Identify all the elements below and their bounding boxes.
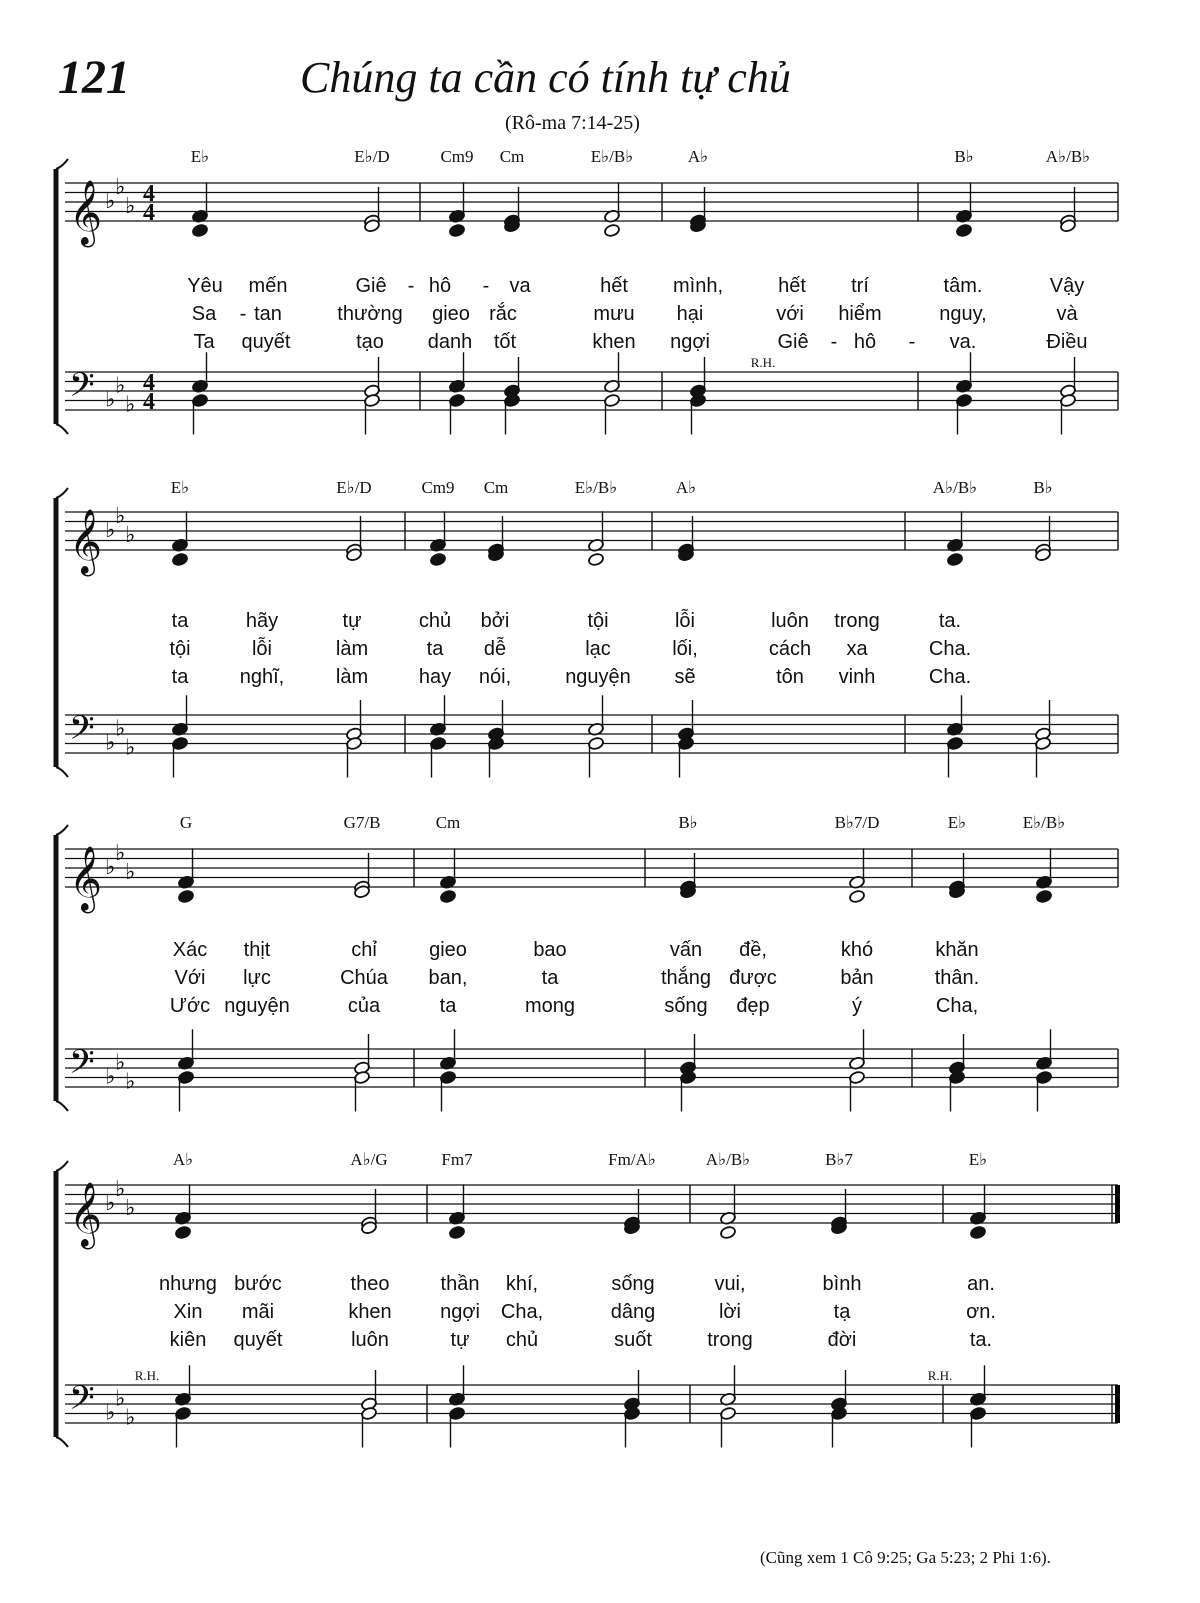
lyric-syllable: thân. (934, 967, 980, 989)
flat-sign: ♭ (105, 1191, 116, 1216)
chord-symbol: E♭/B♭ (590, 147, 634, 166)
chord-symbol: A♭ (675, 478, 697, 497)
treble-note-head-lower (175, 1225, 192, 1239)
lyric-syllable: - (407, 275, 415, 297)
chord-symbol: Cm9 (440, 147, 474, 166)
flat-sign: ♭ (125, 735, 136, 761)
lyric-syllable: - (830, 331, 838, 353)
lyric-syllable: thịt (243, 939, 271, 961)
lyric-syllable: sống (611, 1273, 655, 1295)
chord-symbol: E♭/D (354, 147, 390, 166)
scripture-reference: (Rô-ma 7:14-25) (505, 112, 640, 134)
lyric-syllable: của (347, 995, 381, 1017)
flat-sign: ♭ (125, 392, 136, 418)
lyric-syllable: Cha, (500, 1301, 544, 1323)
lyric-syllable: vấn (669, 939, 703, 961)
lyric-syllable: tốt (493, 331, 517, 353)
lyric-syllable: sống (664, 995, 708, 1017)
lyric-syllable: ta (426, 638, 444, 660)
lyric-syllable: trí (851, 275, 869, 297)
chord-symbol: A♭/B♭ (705, 1150, 751, 1169)
lyric-syllable: khen (592, 331, 636, 353)
flat-sign: ♭ (105, 518, 116, 543)
lyric-syllable: Với (174, 967, 206, 989)
lyric-syllable: Điều (1046, 331, 1088, 353)
lyric-syllable: đề, (739, 939, 767, 961)
flat-sign: ♭ (125, 522, 136, 548)
lyric-syllable: hết (600, 275, 628, 297)
flat-sign: ♭ (105, 387, 116, 413)
flat-sign: ♭ (105, 189, 116, 214)
flat-sign: ♭ (115, 373, 126, 399)
treble-note-head-lower (604, 223, 621, 237)
lyric-syllable: Cha. (928, 666, 972, 688)
lyric-syllable: với (776, 303, 804, 325)
flat-sign: ♭ (105, 1400, 116, 1426)
chord-symbol: E♭ (947, 813, 967, 832)
final-barline-thick (1115, 1385, 1120, 1423)
lyric-syllable: Vậy (1049, 275, 1085, 297)
treble-note-head-lower (947, 552, 964, 566)
lyric-syllable: ta (171, 666, 189, 688)
treble-note-head-lower (970, 1225, 987, 1239)
lyric-syllable: gieo (429, 939, 467, 961)
chord-symbol: Cm (435, 813, 461, 832)
hymn-number: 121 (58, 51, 130, 104)
lyric-syllable: mưu (593, 303, 635, 325)
chord-symbol: Cm9 (421, 478, 455, 497)
lyric-syllable: ta (171, 610, 189, 632)
lyric-syllable: mãi (241, 1301, 275, 1323)
lyric-syllable: tâm. (943, 275, 983, 297)
lyric-syllable: luôn (351, 1329, 389, 1351)
chord-symbol: B♭7/D (834, 813, 880, 832)
chord-symbol: B♭ (954, 147, 974, 166)
lyric-syllable: nguyện (565, 666, 631, 688)
lyric-syllable: khen (348, 1301, 392, 1323)
lyric-syllable: ta. (969, 1329, 993, 1351)
chord-symbol: B♭ (1033, 478, 1053, 497)
lyric-syllable: ta (439, 995, 457, 1017)
flat-sign: ♭ (125, 1405, 136, 1431)
lyric-syllable: tạo (356, 331, 384, 353)
lyric-syllable: va. (949, 331, 977, 353)
lyric-syllable: xa (846, 638, 868, 660)
lyric-syllable: làm (335, 666, 369, 688)
flat-sign: ♭ (105, 1064, 116, 1090)
right-hand-marking: R.H. (750, 355, 776, 370)
lyric-syllable: tội (587, 610, 609, 632)
flat-sign: ♭ (115, 840, 126, 866)
treble-note-head-lower (178, 889, 195, 903)
lyric-syllable: thắng (660, 967, 712, 989)
flat-sign: ♭ (115, 503, 126, 529)
treble-note-head-lower (956, 223, 973, 237)
chord-symbol: E♭/B♭ (1022, 813, 1066, 832)
bass-clef-icon: 𝄢 (69, 709, 95, 756)
lyric-syllable: đẹp (736, 995, 770, 1017)
lyric-syllable: chủ (505, 1329, 539, 1351)
lyric-syllable: khăn (935, 939, 979, 961)
lyric-syllable: Ước (169, 995, 211, 1017)
flat-sign: ♭ (115, 1176, 126, 1202)
lyric-syllable: nguyện (224, 995, 290, 1017)
lyric-syllable: danh (427, 331, 473, 353)
lyric-syllable: nhưng (159, 1273, 217, 1295)
lyric-syllable: ta (541, 967, 559, 989)
flat-sign: ♭ (115, 1386, 126, 1412)
lyric-syllable: lỗi (251, 638, 273, 660)
flat-sign: ♭ (115, 174, 126, 200)
flat-sign: ♭ (125, 193, 136, 219)
lyric-syllable: và (1056, 303, 1078, 325)
lyric-syllable: Sa (191, 303, 217, 325)
flat-sign: ♭ (125, 1195, 136, 1221)
chord-symbol: E♭ (968, 1150, 988, 1169)
lyric-syllable: bản (840, 967, 874, 989)
chord-symbol: Fm/A♭ (608, 1150, 656, 1169)
lyric-syllable: hay (418, 666, 452, 688)
lyric-syllable: Yêu (187, 275, 223, 297)
bass-clef-icon: 𝄢 (69, 366, 95, 413)
lyric-syllable: trong (834, 610, 880, 632)
lyric-syllable: nguy, (939, 303, 987, 325)
lyric-syllable: khí, (505, 1273, 539, 1295)
time-signature-bottom: 4 (143, 389, 155, 415)
lyric-syllable: dễ (483, 638, 507, 660)
lyric-syllable: nghĩ, (239, 666, 285, 688)
lyric-syllable: suốt (614, 1329, 652, 1351)
lyric-syllable: bao (533, 939, 567, 961)
chord-symbol: G (179, 813, 193, 832)
lyric-syllable: ngợi (670, 331, 710, 353)
lyric-syllable: lối, (672, 638, 698, 660)
treble-note-head-lower (720, 1225, 737, 1239)
lyric-syllable: quyết (241, 331, 291, 353)
lyric-syllable: Xác (172, 939, 208, 961)
treble-note-head-lower (430, 552, 447, 566)
lyric-syllable: lạc (585, 638, 611, 660)
chord-symbol: A♭/B♭ (1045, 147, 1091, 166)
lyric-syllable: bước (234, 1273, 282, 1295)
time-signature-bottom: 4 (143, 200, 155, 226)
lyric-syllable: cách (768, 638, 812, 660)
lyric-syllable: ơn. (966, 1301, 996, 1323)
lyric-syllable: - (239, 303, 247, 325)
lyric-syllable: lời (718, 1301, 742, 1323)
lyric-syllable: luôn (771, 610, 809, 632)
lyric-syllable: tạ (833, 1301, 851, 1323)
treble-note-head-lower (588, 552, 605, 566)
lyric-syllable: được (729, 967, 777, 989)
treble-note-head-lower (192, 223, 209, 237)
chord-symbol: E♭ (190, 147, 210, 166)
lyric-syllable: hại (676, 303, 704, 325)
lyric-syllable: sẽ (674, 666, 696, 688)
flat-sign: ♭ (115, 1050, 126, 1076)
right-hand-marking: R.H. (927, 1368, 953, 1383)
lyric-syllable: rắc (489, 303, 517, 325)
lyric-syllable: trong (707, 1329, 753, 1351)
flat-sign: ♭ (105, 855, 116, 880)
chord-symbol: A♭/B♭ (932, 478, 978, 497)
chord-symbol: A♭ (172, 1150, 194, 1169)
chord-symbol: E♭/B♭ (574, 478, 618, 497)
flat-sign: ♭ (105, 730, 116, 756)
lyric-syllable: thần (440, 1273, 480, 1295)
lyric-syllable: Cha, (935, 995, 979, 1017)
treble-note-head-lower (440, 889, 457, 903)
flat-sign: ♭ (125, 1069, 136, 1095)
treble-note-head-lower (849, 889, 866, 903)
time-signature-top: 4 (143, 181, 155, 207)
lyric-syllable: kiên (169, 1329, 207, 1351)
treble-clef-icon: 𝄞 (69, 509, 103, 574)
lyric-syllable: quyết (233, 1329, 283, 1351)
chord-symbol: G7/B (343, 813, 381, 832)
chord-symbol: Cm (499, 147, 525, 166)
chord-symbol: A♭ (687, 147, 709, 166)
lyric-syllable: đời (827, 1329, 857, 1351)
lyric-syllable: lỗi (674, 610, 696, 632)
right-hand-marking: R.H. (134, 1368, 160, 1383)
chord-symbol: B♭ (678, 813, 698, 832)
lyric-syllable: tan (254, 303, 282, 325)
treble-note-head-lower (449, 1225, 466, 1239)
chord-symbol: A♭/G (350, 1150, 388, 1169)
chord-symbol: Fm7 (441, 1150, 473, 1169)
treble-clef-icon: 𝄞 (69, 846, 103, 911)
treble-clef-icon: 𝄞 (69, 180, 103, 245)
lyric-syllable: mong (524, 995, 576, 1017)
lyric-syllable: ngợi (440, 1301, 480, 1323)
lyric-syllable: ta. (938, 610, 962, 632)
lyric-syllable: ban, (428, 967, 468, 989)
lyric-syllable: hãy (245, 610, 279, 632)
lyric-syllable: làm (335, 638, 369, 660)
lyric-syllable: vui, (714, 1273, 746, 1295)
lyric-syllable: - (482, 275, 490, 297)
lyric-syllable: va (509, 275, 531, 297)
lyric-syllable: bởi (480, 610, 510, 632)
lyric-syllable: hô (428, 275, 452, 297)
lyric-syllable: dâng (610, 1301, 656, 1323)
lyric-syllable: mến (248, 275, 288, 297)
hymn-title: Chúng ta cần có tính tự chủ (300, 53, 791, 102)
lyric-syllable: Giê (777, 331, 809, 353)
lyric-syllable: hô (853, 331, 877, 353)
lyric-syllable: lực (243, 967, 271, 989)
see-also-references: (Cũng xem 1 Cô 9:25; Ga 5:23; 2 Phi 1:6). (760, 1548, 1051, 1567)
chord-symbol: E♭ (170, 478, 190, 497)
lyric-syllable: nói, (478, 666, 512, 688)
final-barline-thick (1115, 1185, 1120, 1223)
lyric-syllable: mình, (672, 275, 724, 297)
lyric-syllable: vinh (838, 666, 876, 688)
lyric-syllable: theo (350, 1273, 390, 1295)
lyric-syllable: gieo (432, 303, 470, 325)
lyric-syllable: tôn (776, 666, 804, 688)
lyric-syllable: Chúa (340, 967, 388, 989)
treble-note-head-lower (449, 223, 466, 237)
time-signature-top: 4 (143, 370, 155, 396)
lyric-syllable: Xin (173, 1301, 203, 1323)
lyric-syllable: tội (169, 638, 191, 660)
lyric-syllable: Cha. (928, 638, 972, 660)
lyric-syllable: Giê (355, 275, 387, 297)
lyric-syllable: an. (967, 1273, 995, 1295)
bass-clef-icon: 𝄢 (69, 1043, 95, 1090)
lyric-syllable: hiểm (838, 303, 882, 325)
lyric-syllable: thường (337, 303, 403, 325)
lyric-syllable: khó (840, 939, 874, 961)
treble-clef-icon: 𝄞 (69, 1182, 103, 1247)
lyric-syllable: bình (822, 1273, 862, 1295)
lyric-syllable: hết (778, 275, 806, 297)
flat-sign: ♭ (125, 859, 136, 885)
lyric-syllable: tự (342, 610, 362, 632)
chord-symbol: B♭7 (825, 1150, 853, 1169)
treble-note-head-lower (1036, 889, 1053, 903)
lyric-syllable: chỉ (351, 939, 377, 961)
bass-clef-icon: 𝄢 (69, 1379, 95, 1426)
chord-symbol: Cm (483, 478, 509, 497)
lyric-syllable: - (908, 331, 916, 353)
lyric-syllable: chủ (418, 610, 452, 632)
chord-symbol: E♭/D (336, 478, 372, 497)
lyric-syllable: ý (852, 995, 862, 1017)
treble-note-head-lower (172, 552, 189, 566)
lyric-syllable: Ta (193, 331, 215, 353)
flat-sign: ♭ (115, 716, 126, 742)
lyric-syllable: tự (450, 1329, 470, 1351)
